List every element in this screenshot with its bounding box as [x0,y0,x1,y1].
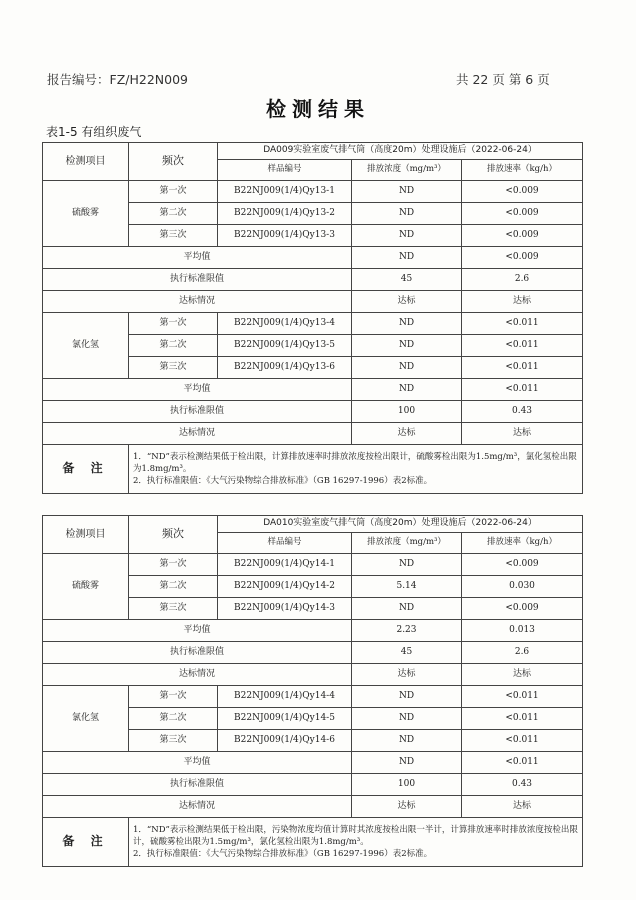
average-row [43,379,583,401]
sample-id-cell: B22NJ009(1/4)Qy14-4 [218,686,352,708]
page-counter: 共 22 页 第 6 页 [456,72,550,87]
average-rate: 0.013 [462,620,583,642]
frequency-cell: 第三次 [129,225,218,247]
sample-id-cell: B22NJ009(1/4)Qy13-6 [218,357,352,379]
notes-label: 备 注 [43,445,129,494]
rate-cell: <0.009 [462,554,583,576]
facility-header: DA010实验室废气排气筒（高度20m）处理设施后（2022-06-24） [218,516,583,533]
compliance-label: 达标情况 [43,423,352,445]
average-rate: <0.011 [462,752,583,774]
concentration-cell: ND [352,708,462,730]
notes-row [43,818,583,867]
compliance-rate: 达标 [462,664,583,686]
concentration-cell: ND [352,357,462,379]
page-title: 检测结果 [266,97,370,121]
facility-header: DA009实验室废气排气筒（高度20m）处理设施后（2022-06-24） [218,143,583,160]
table-row [43,554,583,576]
standard-limit-rate: 0.43 [462,401,583,423]
average-rate: <0.009 [462,247,583,269]
sample-id-cell: B22NJ009(1/4)Qy13-3 [218,225,352,247]
concentration-cell: 5.14 [352,576,462,598]
average-label: 平均值 [43,752,352,774]
compliance-rate: 达标 [462,796,583,818]
sample-id-cell: B22NJ009(1/4)Qy14-5 [218,708,352,730]
sample-id-cell: B22NJ009(1/4)Qy13-5 [218,335,352,357]
compliance-label: 达标情况 [43,796,352,818]
rate-cell: <0.011 [462,686,583,708]
standard-limit-row [43,269,583,291]
standard-limit-row [43,401,583,423]
sample-id-cell: B22NJ009(1/4)Qy14-2 [218,576,352,598]
note-line: 2．执行标准限值：《大气污染物综合排放标准》（GB 16297-1996）表2标准。 [133,849,433,860]
standard-limit-label: 执行标准限值 [43,774,352,796]
compliance-label: 达标情况 [43,664,352,686]
average-row [43,247,583,269]
rate-cell: <0.011 [462,730,583,752]
sample-id-cell: B22NJ009(1/4)Qy14-1 [218,554,352,576]
report-number: 报告编号：FZ/H22N009 [47,72,188,87]
frequency-cell: 第二次 [129,203,218,225]
notes-row [43,445,583,494]
standard-limit-label: 执行标准限值 [43,269,352,291]
header-item: 检测项目 [43,516,129,554]
average-concentration: ND [352,247,462,269]
pollutant-name: 氯化氢 [43,313,129,379]
compliance-row [43,664,583,686]
compliance-row [43,796,583,818]
table-row [43,313,583,335]
compliance-concentration: 达标 [352,664,462,686]
frequency-cell: 第三次 [129,730,218,752]
table-row [43,181,583,203]
frequency-cell: 第二次 [129,335,218,357]
header-sample-id: 样品编号 [218,533,352,554]
compliance-rate: 达标 [462,423,583,445]
compliance-rate: 达标 [462,291,583,313]
average-rate: <0.011 [462,379,583,401]
rate-cell: <0.009 [462,203,583,225]
results-table-2 [42,515,583,867]
note-line: 1．“ND”表示检测结果低于检出限，污染物浓度均值计算时其浓度按检出限一半计，计算排放速率时排放浓度按检出限计，硫酸雾检出限为1.5mg/m³，氯化氢检出限为1.8mg/m³。 [133,824,578,847]
average-row [43,752,583,774]
rate-cell: <0.011 [462,335,583,357]
concentration-cell: ND [352,335,462,357]
note-line: 2．执行标准限值：《大气污染物综合排放标准》（GB 16297-1996）表2标准。 [133,476,433,487]
rate-cell: <0.009 [462,598,583,620]
standard-limit-label: 执行标准限值 [43,642,352,664]
average-concentration: 2.23 [352,620,462,642]
frequency-cell: 第一次 [129,686,218,708]
results-table-1 [42,142,583,494]
header-frequency: 频次 [129,516,218,554]
compliance-label: 达标情况 [43,291,352,313]
rate-cell: <0.011 [462,313,583,335]
sample-id-cell: B22NJ009(1/4)Qy14-6 [218,730,352,752]
concentration-cell: ND [352,181,462,203]
concentration-cell: ND [352,203,462,225]
frequency-cell: 第二次 [129,576,218,598]
compliance-row [43,291,583,313]
sample-id-cell: B22NJ009(1/4)Qy14-3 [218,598,352,620]
standard-limit-rate: 2.6 [462,269,583,291]
pollutant-name: 硫酸雾 [43,181,129,247]
compliance-concentration: 达标 [352,423,462,445]
standard-limit-concentration: 100 [352,401,462,423]
rate-cell: 0.030 [462,576,583,598]
frequency-cell: 第二次 [129,708,218,730]
header-sample-id: 样品编号 [218,160,352,181]
frequency-cell: 第一次 [129,554,218,576]
sample-id-cell: B22NJ009(1/4)Qy13-1 [218,181,352,203]
concentration-cell: ND [352,730,462,752]
rate-cell: <0.009 [462,181,583,203]
standard-limit-row [43,774,583,796]
note-line: 1．“ND”表示检测结果低于检出限，计算排放速率时排放浓度按检出限计，硫酸雾检出限为1.5mg/m³，氯化氢检出限为1.8mg/m³。 [133,451,577,474]
frequency-cell: 第一次 [129,181,218,203]
header-concentration: 排放浓度（mg/m³） [352,160,462,181]
frequency-cell: 第三次 [129,357,218,379]
concentration-cell: ND [352,225,462,247]
frequency-cell: 第三次 [129,598,218,620]
pollutant-name: 硫酸雾 [43,554,129,620]
average-row [43,620,583,642]
standard-limit-concentration: 45 [352,642,462,664]
standard-limit-row [43,642,583,664]
average-concentration: ND [352,752,462,774]
average-label: 平均值 [43,620,352,642]
concentration-cell: ND [352,313,462,335]
notes-content [129,445,583,494]
sample-id-cell: B22NJ009(1/4)Qy13-2 [218,203,352,225]
table-row [43,686,583,708]
sample-id-cell: B22NJ009(1/4)Qy13-4 [218,313,352,335]
table-caption: 表1-5 有组织废气 [46,125,142,139]
pollutant-name: 氯化氢 [43,686,129,752]
frequency-cell: 第一次 [129,313,218,335]
header-rate: 排放速率（kg/h） [462,533,583,554]
rate-cell: <0.009 [462,225,583,247]
standard-limit-concentration: 100 [352,774,462,796]
standard-limit-rate: 2.6 [462,642,583,664]
header-item: 检测项目 [43,143,129,181]
rate-cell: <0.011 [462,357,583,379]
rate-cell: <0.011 [462,708,583,730]
concentration-cell: ND [352,598,462,620]
concentration-cell: ND [352,554,462,576]
average-label: 平均值 [43,379,352,401]
notes-label: 备 注 [43,818,129,867]
notes-content [129,818,583,867]
standard-limit-label: 执行标准限值 [43,401,352,423]
header-concentration: 排放浓度（mg/m³） [352,533,462,554]
concentration-cell: ND [352,686,462,708]
header-rate: 排放速率（kg/h） [462,160,583,181]
standard-limit-concentration: 45 [352,269,462,291]
standard-limit-rate: 0.43 [462,774,583,796]
compliance-row [43,423,583,445]
compliance-concentration: 达标 [352,291,462,313]
average-label: 平均值 [43,247,352,269]
compliance-concentration: 达标 [352,796,462,818]
average-concentration: ND [352,379,462,401]
header-frequency: 频次 [129,143,218,181]
